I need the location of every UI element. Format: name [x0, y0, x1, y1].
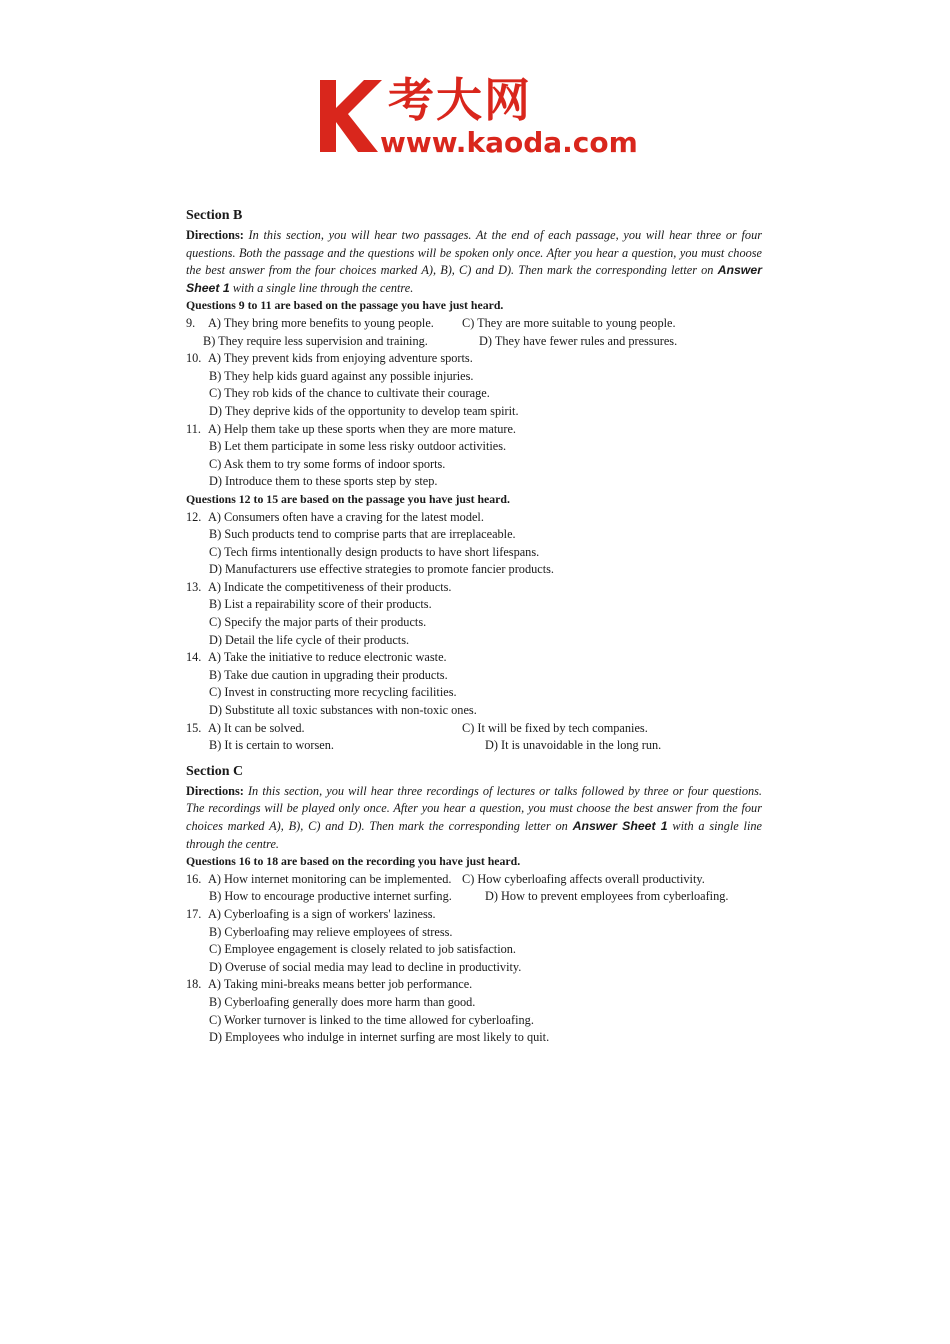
- option-a: A) Indicate the competitiveness of their products.: [208, 579, 452, 594]
- option-c: C) Invest in constructing more recycling facilities.: [209, 685, 457, 700]
- directions-text: In this section, you will hear two passages. At the end of each passage, you will hear three or four questions. Both the passage and the questions will be spoken only once. After you hear a question, you must choose the best answer from the four choices marked A), B), C) and D). Then mark the corresponding letter on: [186, 228, 762, 278]
- section-b-directions: [186, 227, 762, 297]
- directions-text: In this section, you will hear three recordings of lectures or talks followed by three or four questions. The recordings will be played only once. After you hear a question, you must choose the best answer from the four choices marked A), B), C) and D). Then mark the corresponding letter on: [186, 783, 762, 833]
- option-c: C) They rob kids of the chance to cultivate their courage.: [209, 386, 490, 401]
- directions-lead: Directions:: [186, 228, 244, 242]
- option-d: D) Detail the life cycle of their products.: [209, 632, 410, 647]
- question-number: 16.: [186, 871, 202, 886]
- option-c: C) Tech firms intentionally design products to have short lifespans.: [209, 544, 540, 559]
- option-a: A) Help them take up these sports when they are more mature.: [208, 421, 517, 436]
- question-number: 13.: [186, 579, 202, 594]
- option-d: D) How to prevent employees from cyberloafing.: [485, 889, 729, 904]
- question-18: [186, 976, 762, 1046]
- question-15: [186, 720, 762, 755]
- question-number: 9.: [186, 315, 196, 330]
- kaoda-logo: [318, 72, 648, 164]
- option-b: B) Such products tend to comprise parts that are irreplaceable.: [209, 527, 516, 542]
- option-b: B) They require less supervision and training.: [203, 333, 428, 348]
- question-number: 18.: [186, 977, 202, 992]
- question-16: [186, 871, 762, 906]
- logo-brand-cn: 考大网: [388, 73, 532, 127]
- option-d: D) Employees who indulge in internet surfing are most likely to quit.: [209, 1030, 550, 1045]
- question-group-heading: Questions 16 to 18 are based on the recording you have just heard.: [186, 854, 521, 869]
- option-c: C) They are more suitable to young people.: [462, 315, 676, 330]
- question-group-heading: Questions 9 to 11 are based on the passage you have just heard.: [186, 298, 504, 313]
- option-d: D) They deprive kids of the opportunity to develop team spirit.: [209, 403, 519, 418]
- question-11: [186, 421, 762, 491]
- logo-url: www.kaoda.com: [380, 126, 638, 159]
- option-a: A) Take the initiative to reduce electronic waste.: [208, 650, 447, 665]
- question-group-heading: Questions 12 to 15 are based on the passage you have just heard.: [186, 491, 510, 506]
- exam-document: [186, 206, 762, 1047]
- option-b: B) They help kids guard against any possible injuries.: [209, 368, 474, 383]
- question-12: [186, 509, 762, 579]
- section-b-title: Section B: [186, 208, 243, 223]
- section-c-title: Section C: [186, 763, 244, 779]
- k-logo-icon: [318, 78, 384, 154]
- question-10: [186, 350, 762, 420]
- question-number: 10.: [186, 351, 202, 366]
- directions-text-end: with a single line through the centre.: [186, 819, 762, 851]
- question-14: [186, 649, 762, 719]
- question-number: 15.: [186, 720, 202, 735]
- question-13: [186, 579, 762, 649]
- option-c: C) Ask them to try some forms of indoor sports.: [209, 456, 446, 471]
- option-a: A) They bring more benefits to young people.: [208, 315, 434, 330]
- option-b: B) Let them participate in some less risky outdoor activities.: [209, 439, 507, 454]
- question-number: 17.: [186, 906, 202, 921]
- option-d: D) Manufacturers use effective strategies to promote fancier products.: [209, 562, 554, 577]
- question-9: [186, 315, 762, 350]
- question-number: 11.: [186, 421, 201, 436]
- question-number: 12.: [186, 509, 202, 524]
- option-a: A) How internet monitoring can be implemented.: [208, 871, 452, 886]
- answer-sheet-ref: Answer Sheet 1: [186, 263, 762, 295]
- question-17: [186, 906, 762, 976]
- directions-lead: Directions:: [186, 783, 244, 798]
- option-a: A) It can be solved.: [208, 720, 305, 735]
- option-b: B) Take due caution in upgrading their products.: [209, 667, 448, 682]
- option-d: D) It is unavoidable in the long run.: [485, 738, 662, 753]
- option-c: C) It will be fixed by tech companies.: [462, 720, 648, 735]
- option-c: C) Employee engagement is closely related to job satisfaction.: [209, 942, 516, 957]
- option-a: A) Consumers often have a craving for the latest model.: [208, 509, 484, 524]
- answer-sheet-ref: Answer Sheet 1: [572, 819, 668, 833]
- option-a: A) Taking mini-breaks means better job performance.: [208, 977, 473, 992]
- option-b: B) Cyberloafing generally does more harm than good.: [209, 994, 476, 1009]
- option-d: D) They have fewer rules and pressures.: [479, 333, 678, 348]
- option-b: B) Cyberloafing may relieve employees of stress.: [209, 924, 453, 939]
- section-c-directions: [186, 783, 762, 853]
- option-b: B) It is certain to worsen.: [209, 738, 334, 753]
- question-number: 14.: [186, 650, 202, 665]
- option-c: C) Specify the major parts of their products.: [209, 615, 427, 630]
- option-b: B) List a repairability score of their products.: [209, 597, 432, 612]
- option-c: C) How cyberloafing affects overall productivity.: [462, 871, 705, 886]
- option-d: D) Overuse of social media may lead to decline in productivity.: [209, 959, 522, 974]
- option-a: A) Cyberloafing is a sign of workers' laziness.: [208, 906, 436, 921]
- option-c: C) Worker turnover is linked to the time allowed for cyberloafing.: [209, 1012, 534, 1027]
- directions-text-end: with a single line through the centre.: [229, 280, 414, 295]
- option-a: A) They prevent kids from enjoying adventure sports.: [208, 351, 473, 366]
- option-b: B) How to encourage productive internet surfing.: [209, 889, 452, 904]
- option-d: D) Introduce them to these sports step by step.: [209, 474, 438, 489]
- option-d: D) Substitute all toxic substances with non-toxic ones.: [209, 703, 477, 718]
